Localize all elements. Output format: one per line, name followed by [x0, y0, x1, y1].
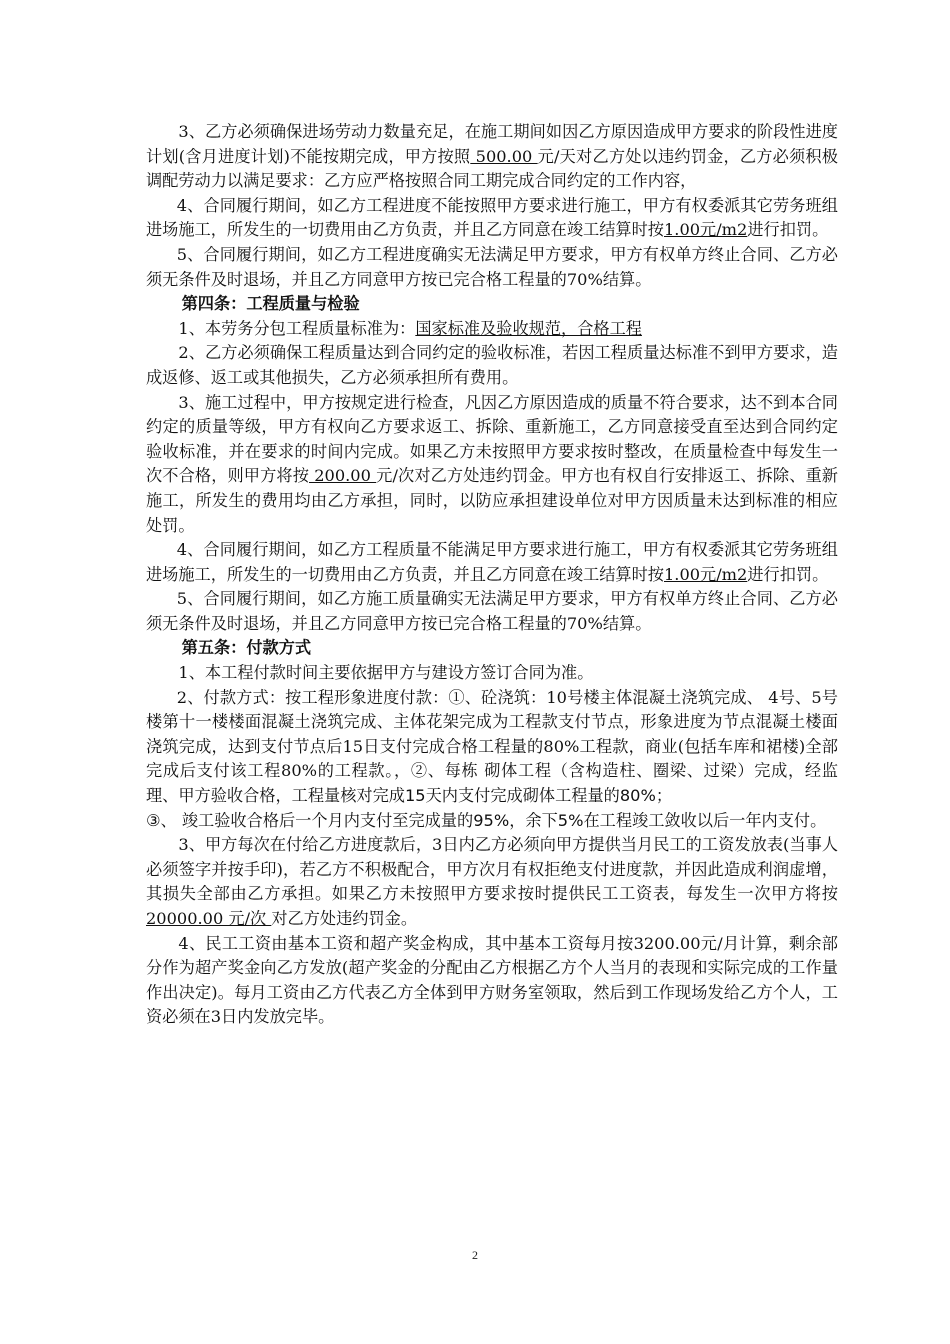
penalty-amount: 500.00 [470, 146, 538, 166]
penalty-amount: 20000.00 元/次 [146, 909, 272, 928]
quality-standard: 国家标准及验收规范，合格工程 [415, 318, 642, 338]
text: 对乙方处违约罚金。 [271, 909, 418, 928]
text: 3、乙方必须确保进场劳动力数量充足，在施工期间如因乙方原因造成甲方要求的阶段性进度计划(含月进度计划)不能按期完成，甲方按照 [146, 122, 838, 166]
text: 1、本劳务分包工程质量标准为： [178, 318, 416, 338]
clause-3-5: 5、合同履行期间，如乙方工程进度确实无法满足甲方要求，甲方有权单方终止合同、乙方必须无条件及时退场，并且乙方同意甲方按已完合格工程量的70%结算。 [146, 244, 838, 289]
page-number: 2 [472, 1248, 478, 1262]
clause-4-5: 5、合同履行期间，如乙方施工质量确实无法满足甲方要求，甲方有权单方终止合同、乙方必须无条件及时退场，并且乙方同意甲方按已完合格工程量的70%结算。 [146, 589, 838, 633]
section-heading-5: 第五条：付款方式 [181, 638, 312, 658]
clause-4-4 [146, 538, 838, 587]
deduction-rate: 1.00元/m2 [664, 564, 748, 584]
text: 元/天对乙方处以违约罚金，乙方必须积极调配劳动力以满足要求：乙方应严格按照合同工期完成合同约定的工作内容， [146, 146, 838, 191]
document-page [146, 120, 838, 1030]
text: 2、付款方式：按工程形象进度付款：①、砼浇筑：10号楼主体混凝土浇筑完成、 4号、5号楼第十一楼楼面混凝土浇筑完成、主体花架完成为工程款支付节点，形象进度为节点混凝土楼面浇筑完成，达到支付节点后15日支付完成合格工程量的80%工程款，商业(包括车库和裙楼)全部完成后支付该工程80%的工程款。，②、每栋 [146, 687, 838, 781]
clause-5-4: 4、民工工资由基本工资和超产奖金构成，其中基本工资每月按3200.00元/月计算，剩余部分作为超产奖金向乙方发放(超产奖金的分配由乙方根据乙方个人当月的表现和实际完成的工作量作出决定)。每月工资由乙方代表乙方全体到甲方财务室领取，然后到工作现场发给乙方个人，工资必须在3日内发放完毕。 [146, 933, 838, 1027]
text: 元/次对乙方处违约罚金。甲方也有权自行安排返工、拆除、重新施工，所发生的费用均由乙方承担，同时，以防应承担建设单位对甲方因质量未达到标准的相应处罚。 [146, 466, 838, 535]
text: 4、合同履行期间，如乙方工程质量不能满足甲方要求进行施工，甲方有权委派其它劳务班组进场施工，所发生的一切费用由乙方负责，并且乙方同意在竣工结算时按 [146, 540, 838, 584]
clause-3-4 [146, 194, 838, 243]
deduction-rate: 1.00元/m2 [664, 220, 748, 240]
text: 4、合同履行期间，如乙方工程进度不能按照甲方要求进行施工，甲方有权委派其它劳务班组进场施工，所发生的一切费用由乙方负责，并且乙方同意在竣工结算时按 [146, 195, 838, 240]
clause-5-2-3 [146, 809, 838, 834]
section-heading-4: 第四条：工程质量与检验 [181, 294, 360, 314]
clause-4-2: 2、乙方必须确保工程质量达到合同约定的验收标准，若因工程质量达标准不到甲方要求，造成返修、返工或其他损失，乙方必须承担所有费用。 [146, 343, 838, 387]
clause-5-2 [146, 686, 838, 809]
text: 砌体工程（含构造柱、圈梁、过梁）完成，经监理、甲方验收合格，工程量核对完成15天内支付完成砌体工程量的80%； [146, 761, 838, 806]
text: 3、甲方每次在付给乙方进度款后，3日内乙方必须向甲方提供当月民工的工资发放表(当事人必须签字并按手印)，若乙方不积极配合，甲方次月有权拒绝支付进度款，并因此造成利润虚增，其损失全部由乙方承担。如果乙方未按照甲方要求按时提供民工工资表，每发生一次甲方将按 [146, 835, 838, 904]
clause-5-1: 1、本工程付款时间主要依据甲方与建设方签订合同为准。 [178, 663, 594, 683]
text: 3、施工过程中，甲方按规定进行检查，凡因乙方原因造成的质量不符合要求，达不到本合同约定的质量等级，甲方有权向乙方要求返工、拆除、重新施工，乙方同意接受直至达到合同约定验收标准，并在要求的时间内完成。如果乙方未按照甲方要求按时整改，在质量检查中每发生一次不合格，则甲方将按 [146, 392, 838, 486]
penalty-amount: 200.00 [309, 466, 377, 486]
clause-3-3 [146, 120, 838, 194]
text: 进行扣罚。 [747, 564, 829, 584]
clause-5-3 [146, 833, 838, 931]
text: ③、 竣工验收合格后一个月内支付至完成量的95%，余下 [146, 810, 558, 830]
clause-4-1 [146, 317, 838, 342]
text: 5%在工程竣工敛收以后一年内支付。 [557, 810, 827, 830]
clause-4-3 [146, 391, 838, 539]
text: 进行扣罚。 [747, 220, 829, 240]
